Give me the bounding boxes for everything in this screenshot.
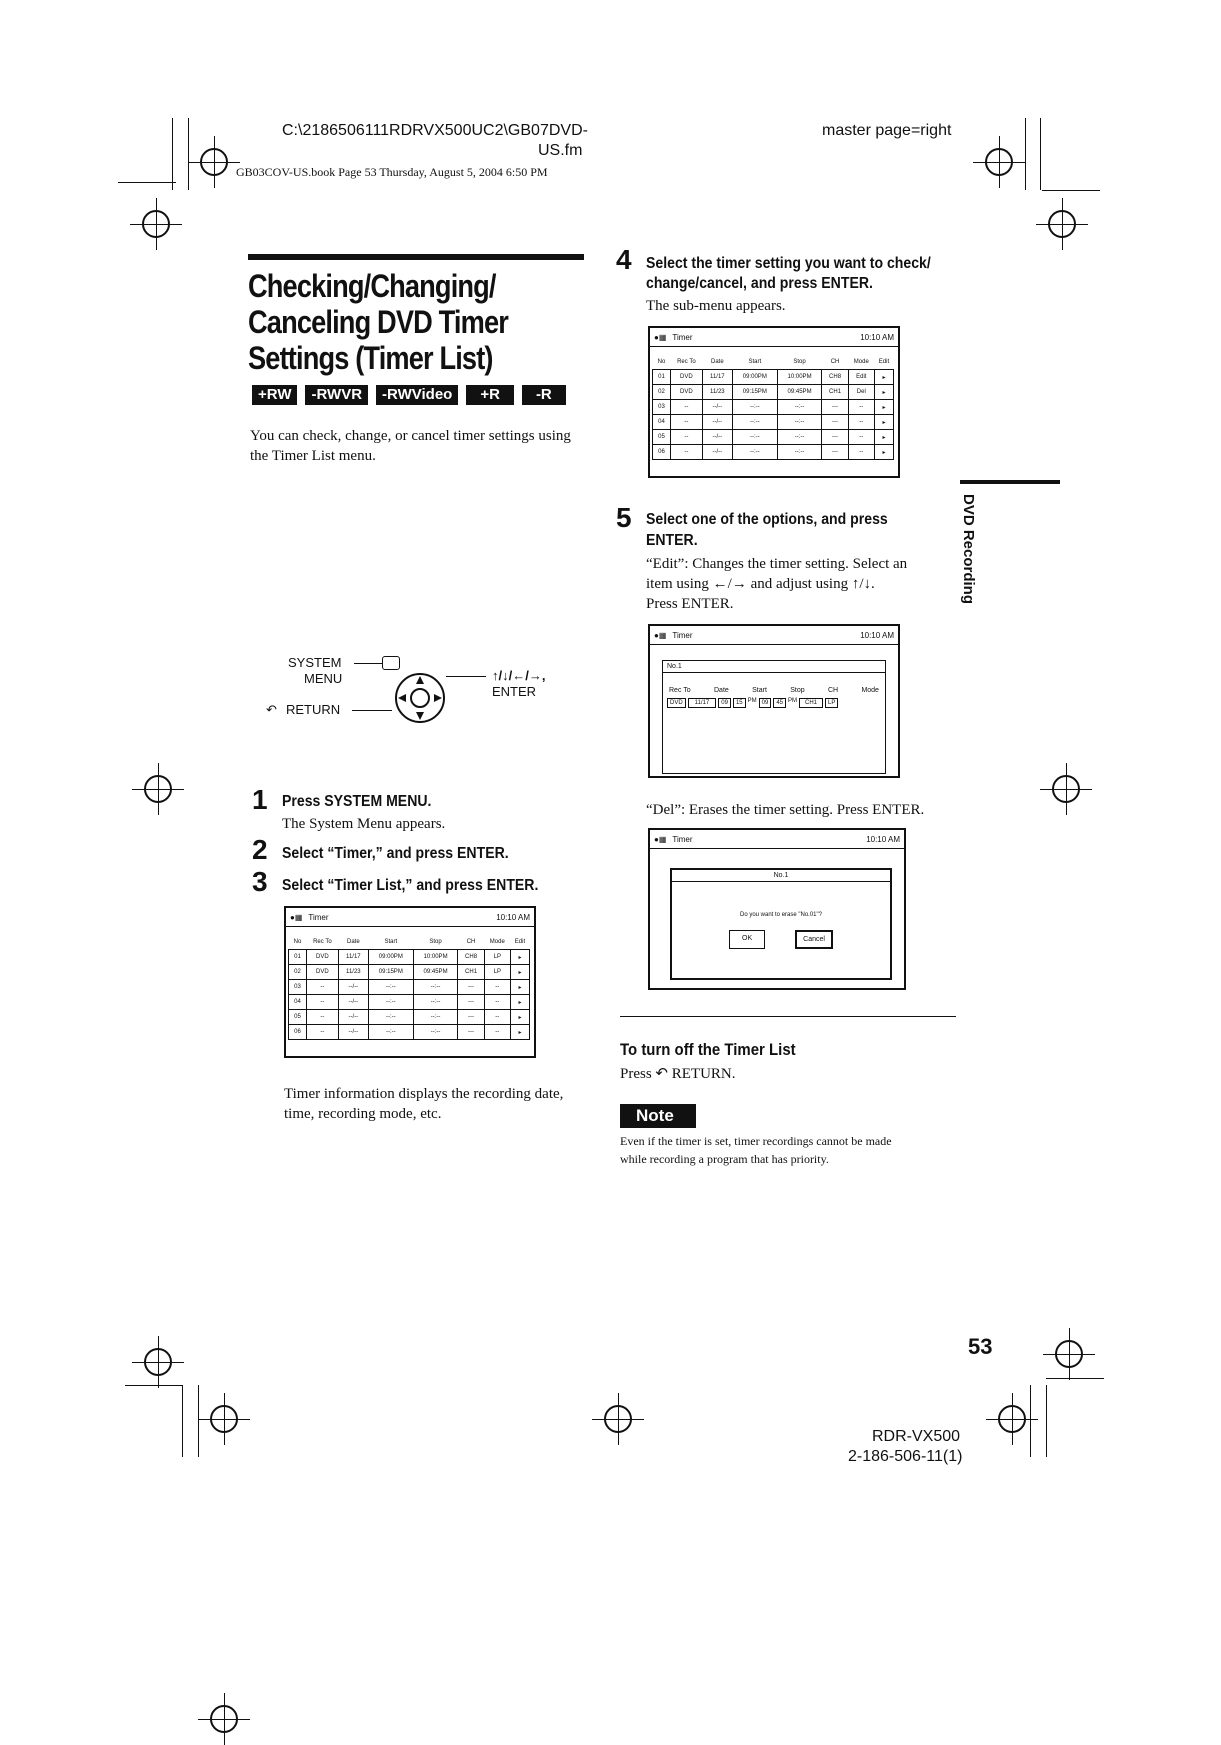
step-5-edit-line1: “Edit”: Changes the timer setting. Select an (646, 556, 908, 572)
edit-screen (648, 624, 900, 778)
column-header: Stop (793, 359, 806, 365)
cell: -- (307, 980, 339, 995)
return-label: RETURN (286, 702, 341, 717)
cell: --- (458, 1025, 484, 1040)
enter-label: ENTER (492, 684, 537, 699)
row-arrow-icon[interactable]: ▸ (510, 980, 529, 995)
cell: 09:00PM (368, 950, 413, 965)
intro-text: You can check, change, or cancel timer settings using the Timer List menu. (250, 428, 571, 464)
column-header: Mode (489, 939, 505, 945)
remote-illustration (250, 650, 590, 730)
title-line2: Canceling DVD Timer (248, 304, 508, 340)
section-separator (620, 1016, 956, 1017)
cell: -- (671, 400, 703, 415)
column-header: Edit (878, 359, 890, 365)
screen-clock: 10:10 AM (860, 332, 894, 342)
table-row[interactable] (289, 980, 530, 995)
cell: 03 (289, 980, 307, 995)
cell: -- (671, 415, 703, 430)
cell: 09:45PM (777, 385, 822, 400)
cell: 05 (653, 430, 671, 445)
title-line3: Settings (Timer List) (248, 340, 493, 376)
step-5-edit-line2: item using ←/→ and adjust using ↑/↓. (646, 576, 875, 592)
submenu-del-option[interactable]: Del (848, 385, 874, 400)
crop-line (1046, 1378, 1104, 1379)
screen-title-bar (650, 626, 898, 645)
registration-mark (142, 210, 170, 238)
cell: LP (484, 950, 510, 965)
cell: 04 (653, 415, 671, 430)
submenu-table (652, 355, 894, 460)
screen-title: Timer (672, 630, 693, 640)
cell: --/-- (702, 415, 732, 430)
step-1-number: 1 (252, 784, 268, 815)
disc-badges (252, 385, 574, 405)
cell: 04 (289, 995, 307, 1010)
screen-title: Timer (672, 834, 693, 844)
cell: 10:00PM (413, 950, 458, 965)
header-master-page: master page=right (822, 122, 952, 139)
page-title (248, 268, 588, 376)
step-5-del-text: “Del”: Erases the timer setting. Press ENTER. (646, 802, 925, 818)
column-header: No (293, 939, 302, 945)
edit-columns (663, 673, 885, 696)
cancel-button[interactable]: Cancel (795, 930, 833, 949)
cell: 01 (653, 370, 671, 385)
cell: 09:15PM (368, 965, 413, 980)
cell: CH1 (458, 965, 484, 980)
title-rule (248, 254, 584, 260)
note-text-line2: while recording a program that has priority. (620, 1152, 829, 1166)
row-arrow-icon[interactable]: ▸ (874, 415, 893, 430)
cell: --- (458, 995, 484, 1010)
row-arrow-icon[interactable]: ▸ (510, 1010, 529, 1025)
side-tab-bar (960, 480, 1060, 484)
edit-recto-field[interactable]: DVD (667, 698, 686, 708)
cell: 09:45PM (413, 965, 458, 980)
arrows-label: ↑/↓/←/→, (492, 668, 546, 683)
footer-part-number: 2-186-506-11(1) (848, 1448, 963, 1465)
step-3-title: Select “Timer List,” and press ENTER. (282, 877, 539, 894)
disc-icon: ●▦ (654, 332, 667, 342)
edit-dialog (662, 660, 886, 774)
cell: --:-- (413, 980, 458, 995)
screen-title-bar (650, 328, 898, 347)
disc-icon: ●▦ (654, 834, 667, 844)
crop-line (198, 1385, 199, 1457)
row-arrow-icon[interactable]: ▸ (510, 950, 529, 965)
column-header: Rec To (313, 939, 332, 945)
cell: --/-- (338, 1025, 368, 1040)
cell: --:-- (413, 1010, 458, 1025)
cell: -- (307, 1025, 339, 1040)
header-path-line2: US.fm (538, 142, 583, 159)
return-icon: ↶ (266, 702, 277, 717)
registration-mark (1055, 1340, 1083, 1368)
submenu-edit-option[interactable]: Edit (848, 370, 874, 385)
cell: LP (484, 965, 510, 980)
delete-buttons (672, 930, 890, 949)
cell: --:-- (368, 980, 413, 995)
cell: --- (458, 1010, 484, 1025)
cell: --/-- (702, 445, 732, 460)
cell: --:-- (777, 400, 822, 415)
header-path-line1: C:\2186506111RDRVX500UC2\GB07DVD- (282, 122, 588, 139)
registration-mark (144, 1348, 172, 1376)
screen-clock: 10:10 AM (860, 630, 894, 640)
row-arrow-icon[interactable]: ▸ (510, 1025, 529, 1040)
leader-line (354, 663, 382, 664)
cell: -- (848, 430, 874, 445)
table-row[interactable] (653, 400, 894, 415)
step-4-body: The sub-menu appears. (646, 298, 786, 314)
column-header: No (657, 359, 666, 365)
cell: --/-- (338, 995, 368, 1010)
cell: --:-- (368, 1025, 413, 1040)
badge-rw-vr: -RWVR (305, 385, 368, 405)
table-header (289, 935, 530, 950)
side-tab-label: DVD Recording (960, 494, 977, 605)
cell: DVD (307, 950, 339, 965)
table-row[interactable] (653, 385, 894, 400)
cell: --:-- (777, 445, 822, 460)
table-row[interactable] (289, 995, 530, 1010)
table-row[interactable] (289, 950, 530, 965)
note-text-line1: Even if the timer is set, timer recordings cannot be made (620, 1134, 892, 1148)
cell: --- (458, 980, 484, 995)
edit-date-field[interactable]: 11/17 (688, 698, 717, 708)
cell: -- (484, 1010, 510, 1025)
table-header (653, 355, 894, 370)
column-header: Start (384, 939, 398, 945)
cell: 11/23 (702, 385, 732, 400)
edit-col-header: Rec To (669, 687, 691, 694)
step-1-body: The System Menu appears. (282, 816, 446, 832)
registration-mark (144, 775, 172, 803)
cell: 09:15PM (732, 385, 777, 400)
cell: --/-- (702, 430, 732, 445)
badge-rw-video: -RWVideo (376, 385, 458, 405)
step-4-number: 4 (616, 244, 632, 275)
badge-minus-r: -R (522, 385, 566, 405)
cell: -- (307, 1010, 339, 1025)
table-row[interactable] (289, 965, 530, 980)
leader-line (352, 710, 392, 711)
column-header: Mode (853, 359, 869, 365)
crop-line (1025, 118, 1026, 190)
step-2-title: Select “Timer,” and press ENTER. (282, 845, 509, 862)
delete-question: Do you want to erase "No.01"? (740, 912, 822, 918)
edit-col-header: Date (714, 687, 729, 694)
cell: --- (822, 400, 848, 415)
edit-start-hour-field[interactable]: 09 (718, 698, 731, 708)
step-5-title-line1: Select one of the options, and press (646, 511, 888, 528)
row-arrow-icon[interactable]: ▸ (510, 995, 529, 1010)
cell: DVD (307, 965, 339, 980)
column-header: Start (748, 359, 762, 365)
edit-values (663, 696, 885, 710)
system-menu-label-2: MENU (304, 671, 343, 686)
step-5-number: 5 (616, 502, 632, 533)
cell: --- (822, 415, 848, 430)
column-header: Rec To (677, 359, 696, 365)
cell: --:-- (732, 400, 777, 415)
cell: CH8 (822, 370, 848, 385)
column-header: Date (711, 359, 724, 365)
edit-col-header: Mode (861, 687, 879, 694)
edit-col-header: Stop (790, 687, 805, 694)
row-arrow-icon[interactable]: ▸ (874, 385, 893, 400)
registration-mark (604, 1405, 632, 1433)
cell: -- (307, 995, 339, 1010)
cell: CH8 (458, 950, 484, 965)
edit-dialog-title: No.1 (663, 661, 885, 673)
cell: 05 (289, 1010, 307, 1025)
crop-line (1040, 118, 1041, 190)
cell: 02 (653, 385, 671, 400)
cell: -- (484, 980, 510, 995)
title-line1: Checking/Changing/ (248, 268, 496, 304)
disc-icon: ●▦ (290, 912, 303, 922)
cell: 01 (289, 950, 307, 965)
column-header: CH (830, 359, 840, 365)
step-1-title: Press SYSTEM MENU. (282, 793, 432, 810)
registration-mark (210, 1705, 238, 1733)
column-header: Date (347, 939, 360, 945)
registration-mark (998, 1405, 1026, 1433)
crop-line (172, 118, 173, 190)
ok-button[interactable]: OK (729, 930, 765, 949)
row-arrow-icon[interactable]: ▸ (510, 965, 529, 980)
disc-icon: ●▦ (654, 630, 667, 640)
timer-list-screen (284, 906, 536, 1058)
cell: --:-- (732, 445, 777, 460)
turn-off-title: To turn off the Timer List (620, 1040, 796, 1059)
cell: -- (848, 400, 874, 415)
cell: -- (671, 445, 703, 460)
step-5-edit-line3: Press ENTER. (646, 596, 734, 612)
system-menu-label-1: SYSTEM (288, 655, 342, 670)
step-4-title-line1: Select the timer setting you want to check/ (646, 255, 931, 272)
edit-col-header: CH (827, 687, 839, 694)
table-row[interactable] (653, 430, 894, 445)
crop-line (182, 1385, 183, 1457)
system-menu-button-icon (382, 656, 400, 670)
crop-line (188, 118, 189, 190)
crop-line (1046, 1385, 1047, 1457)
cell: 06 (653, 445, 671, 460)
delete-dialog (670, 868, 892, 980)
table-row[interactable] (653, 370, 894, 385)
cell: -- (671, 430, 703, 445)
row-arrow-icon[interactable]: ▸ (874, 445, 893, 460)
cell: --:-- (413, 995, 458, 1010)
cell: --:-- (777, 430, 822, 445)
crop-line (125, 1385, 183, 1386)
cell: --/-- (338, 1010, 368, 1025)
table-row[interactable] (289, 1025, 530, 1040)
page-number: 53 (968, 1334, 993, 1359)
column-header: CH (466, 939, 476, 945)
footer-model: RDR-VX500 (872, 1428, 961, 1445)
table-row[interactable] (653, 415, 894, 430)
header-book-line: GB03COV-US.book Page 53 Thursday, August 5, 2004 6:50 PM (236, 165, 548, 179)
cell: -- (848, 445, 874, 460)
cell: 11/17 (702, 370, 732, 385)
registration-mark (1048, 210, 1076, 238)
dpad-icon (390, 670, 450, 726)
cell: -- (484, 1025, 510, 1040)
crop-line (1042, 190, 1100, 191)
screen-title-bar (286, 908, 534, 927)
registration-mark (210, 1405, 238, 1433)
edit-stop-ampm[interactable]: PM (788, 698, 797, 704)
cell: --- (822, 445, 848, 460)
screen-title-bar (650, 830, 904, 849)
step-4-title-line2: change/cancel, and press ENTER. (646, 275, 873, 292)
edit-stop-min-field[interactable]: 45 (773, 698, 786, 708)
cell: --- (822, 430, 848, 445)
cell: CH1 (822, 385, 848, 400)
cell: 11/23 (338, 965, 368, 980)
submenu-screen (648, 326, 900, 478)
cell: DVD (671, 385, 703, 400)
table-row[interactable] (289, 1010, 530, 1025)
cell: 02 (289, 965, 307, 980)
registration-mark (1052, 775, 1080, 803)
leader-line (446, 676, 486, 677)
table-row[interactable] (653, 445, 894, 460)
step-3-caption: Timer information displays the recording date, time, recording mode, etc. (284, 1086, 564, 1122)
column-header: Stop (429, 939, 442, 945)
column-header: Edit (514, 939, 526, 945)
step-5-title-line2: ENTER. (646, 532, 698, 549)
cell: -- (484, 995, 510, 1010)
edit-start-min-field[interactable]: 15 (733, 698, 746, 708)
row-arrow-icon[interactable]: ▸ (874, 400, 893, 415)
cell: DVD (671, 370, 703, 385)
crop-line (118, 182, 176, 183)
edit-start-ampm[interactable]: PM (747, 698, 757, 704)
cell: --:-- (368, 1010, 413, 1025)
edit-stop-hour-field[interactable]: 09 (759, 698, 772, 708)
step-3-number: 3 (252, 866, 268, 897)
delete-dialog-title: No.1 (672, 870, 890, 882)
cell: -- (848, 415, 874, 430)
cell: 09:00PM (732, 370, 777, 385)
edit-mode-field[interactable]: LP (825, 698, 838, 708)
screen-title: Timer (672, 332, 693, 342)
edit-col-header: Start (752, 687, 767, 694)
cell: --:-- (368, 995, 413, 1010)
delete-screen (648, 828, 906, 990)
cell: 11/17 (338, 950, 368, 965)
edit-ch-field[interactable]: CH1 (799, 698, 823, 708)
screen-title: Timer (308, 912, 329, 922)
badge-plus-r: +R (466, 385, 514, 405)
registration-mark (200, 148, 228, 176)
cell: 03 (653, 400, 671, 415)
turn-off-body: Press ↶ RETURN. (620, 1066, 736, 1082)
step-2-number: 2 (252, 834, 268, 865)
note-label-text: Note (636, 1106, 674, 1125)
cell: 10:00PM (777, 370, 822, 385)
screen-clock: 10:10 AM (866, 834, 900, 844)
cell: 06 (289, 1025, 307, 1040)
crop-line (1030, 1385, 1031, 1457)
badge-plus-rw: +RW (252, 385, 297, 405)
row-arrow-icon[interactable]: ▸ (874, 430, 893, 445)
cell: --/-- (338, 980, 368, 995)
cell: --:-- (732, 430, 777, 445)
timer-table (288, 935, 530, 1040)
cell: --/-- (702, 400, 732, 415)
cell: --:-- (732, 415, 777, 430)
row-arrow-icon[interactable]: ▸ (874, 370, 893, 385)
screen-clock: 10:10 AM (496, 912, 530, 922)
cell: --:-- (777, 415, 822, 430)
registration-mark (985, 148, 1013, 176)
cell: --:-- (413, 1025, 458, 1040)
